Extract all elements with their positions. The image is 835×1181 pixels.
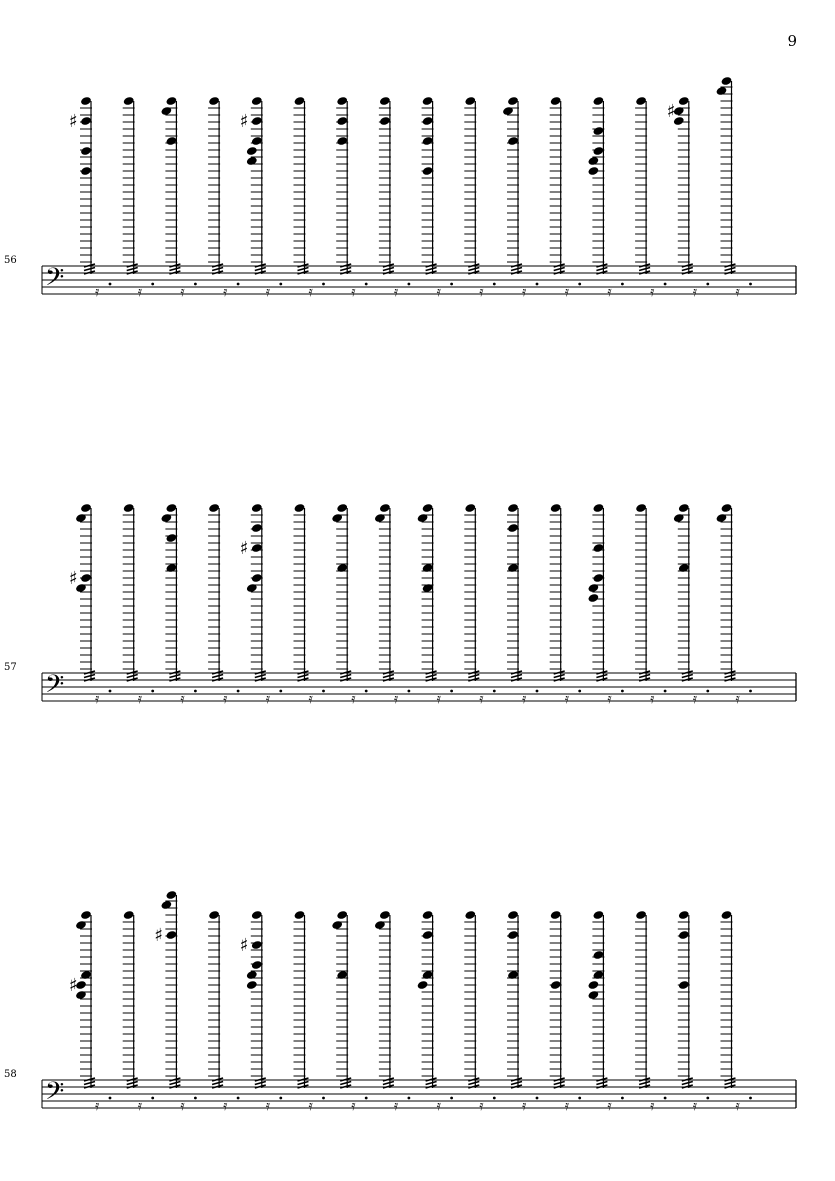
notehead — [678, 503, 690, 513]
sharp-accidental: ♯ — [69, 568, 78, 589]
notehead — [721, 910, 733, 920]
rest-dot — [109, 1097, 112, 1100]
notehead — [678, 980, 690, 990]
notehead — [80, 96, 92, 106]
rest-dot — [749, 690, 752, 693]
rest-dot — [450, 1097, 453, 1100]
sharp-accidental: ♯ — [239, 935, 249, 956]
notehead — [464, 96, 476, 106]
flag — [212, 675, 223, 678]
rest: 𝄿 — [95, 691, 100, 707]
notehead — [635, 910, 647, 920]
notehead — [246, 980, 258, 990]
rest: 𝄿 — [436, 284, 441, 300]
rest-dot — [279, 1097, 282, 1100]
rest-dot — [664, 690, 667, 693]
rest-dot — [408, 690, 411, 693]
flag — [725, 268, 736, 271]
rest-dot — [151, 690, 154, 693]
notehead — [550, 96, 562, 106]
flag — [383, 675, 394, 678]
rest-dot — [706, 283, 709, 286]
rest-dot — [365, 283, 368, 286]
rest-dot — [408, 1097, 411, 1100]
notehead — [592, 126, 604, 136]
rest-dot — [237, 283, 240, 286]
page-number: 9 — [787, 32, 797, 50]
flag — [682, 1082, 693, 1085]
rest: 𝄿 — [180, 284, 185, 300]
flag — [255, 268, 266, 271]
rest: 𝄿 — [351, 284, 356, 300]
rest-dot — [536, 283, 539, 286]
sharp-accidental: ♯ — [69, 111, 78, 132]
rest: 𝄿 — [436, 1098, 441, 1114]
flag — [682, 268, 693, 271]
notehead — [251, 136, 263, 146]
rest-dot — [194, 1097, 197, 1100]
notehead — [251, 940, 263, 950]
notehead — [422, 96, 434, 106]
notehead — [592, 503, 604, 513]
flag — [255, 675, 266, 678]
notehead — [550, 503, 562, 513]
notehead — [294, 910, 306, 920]
flag — [340, 1082, 351, 1085]
notehead — [587, 166, 599, 176]
rest-dot — [365, 1097, 368, 1100]
notehead — [587, 980, 599, 990]
flag — [298, 675, 309, 678]
notehead — [294, 96, 306, 106]
rest: 𝄿 — [692, 691, 698, 707]
rest-dot — [151, 283, 154, 286]
flag — [383, 268, 394, 271]
flag — [426, 268, 437, 271]
notehead — [251, 116, 263, 126]
rest-dot — [279, 690, 282, 693]
flag — [169, 1082, 180, 1085]
notehead — [592, 910, 604, 920]
rest-dot — [493, 1097, 496, 1100]
notehead — [635, 503, 647, 513]
rest: 𝄿 — [436, 691, 441, 707]
notehead — [251, 96, 263, 106]
rest-dot — [194, 283, 197, 286]
rest-dot — [578, 283, 581, 286]
rest: 𝄿 — [607, 284, 612, 300]
flag — [127, 675, 138, 678]
notehead — [592, 573, 604, 583]
rest-dot — [194, 690, 197, 693]
notehead — [165, 96, 177, 106]
flag — [596, 1082, 607, 1085]
notehead — [336, 136, 348, 146]
rest: 𝄿 — [650, 691, 655, 707]
notehead — [550, 910, 562, 920]
notehead — [507, 503, 519, 513]
sharp-accidental: ♯ — [239, 538, 249, 559]
rest: 𝄿 — [564, 1098, 569, 1114]
flag — [84, 1082, 95, 1085]
rest: 𝄿 — [650, 284, 655, 300]
rest-dot — [749, 1097, 752, 1100]
notehead — [251, 573, 263, 583]
flag — [298, 1082, 309, 1085]
rest: 𝄿 — [692, 1098, 698, 1114]
notehead — [165, 136, 177, 146]
rest: 𝄿 — [351, 1098, 356, 1114]
rest: 𝄿 — [351, 691, 356, 707]
notehead — [678, 930, 690, 940]
rest: 𝄿 — [308, 1098, 313, 1114]
notehead — [165, 930, 177, 940]
notehead — [123, 910, 135, 920]
flag — [725, 675, 736, 678]
notehead — [635, 96, 647, 106]
rest: 𝄿 — [308, 284, 313, 300]
flag — [255, 1082, 266, 1085]
rest: 𝄿 — [393, 1098, 399, 1114]
notehead — [246, 146, 258, 156]
notehead — [80, 116, 92, 126]
rest: 𝄿 — [735, 691, 740, 707]
flag — [468, 1082, 479, 1085]
notehead — [379, 503, 391, 513]
flag — [725, 1082, 736, 1085]
notehead — [592, 543, 604, 553]
flag — [84, 675, 95, 678]
rest-dot — [621, 1097, 624, 1100]
rest: 𝄿 — [137, 1098, 142, 1114]
notehead — [379, 116, 391, 126]
flag — [212, 1082, 223, 1085]
measure-number: 56 — [4, 255, 17, 266]
notehead — [507, 523, 519, 533]
notehead — [80, 573, 92, 583]
measure-number: 57 — [4, 662, 17, 673]
notehead — [721, 503, 733, 513]
rest-dot — [706, 1097, 709, 1100]
rest-dot — [578, 690, 581, 693]
rest: 𝄿 — [137, 284, 142, 300]
notehead — [550, 980, 562, 990]
rest-dot — [322, 283, 325, 286]
rest-dot — [664, 283, 667, 286]
notehead — [251, 503, 263, 513]
flag — [169, 268, 180, 271]
notehead — [678, 96, 690, 106]
bass-clef: 𝄢 — [45, 263, 65, 298]
rest: 𝄿 — [522, 1098, 527, 1114]
notehead — [208, 96, 220, 106]
rest: 𝄿 — [692, 284, 698, 300]
flag — [468, 268, 479, 271]
rest: 𝄿 — [265, 284, 271, 300]
rest: 𝄿 — [479, 284, 484, 300]
rest-dot — [365, 690, 368, 693]
notehead — [80, 503, 92, 513]
flag — [682, 675, 693, 678]
notehead — [507, 96, 519, 106]
rest-dot — [664, 1097, 667, 1100]
rest: 𝄿 — [735, 1098, 740, 1114]
rest: 𝄿 — [223, 1098, 228, 1114]
flag — [212, 268, 223, 271]
flag — [596, 268, 607, 271]
flag — [511, 1082, 522, 1085]
notehead — [208, 503, 220, 513]
flag — [340, 675, 351, 678]
flag — [340, 268, 351, 271]
rest-dot — [322, 690, 325, 693]
rest-dot — [279, 283, 282, 286]
notehead — [507, 136, 519, 146]
notehead — [294, 503, 306, 513]
rest-dot — [493, 283, 496, 286]
notehead — [592, 950, 604, 960]
bass-clef: 𝄢 — [45, 670, 65, 705]
rest-dot — [536, 690, 539, 693]
notehead — [80, 166, 92, 176]
notehead — [336, 116, 348, 126]
rest: 𝄿 — [180, 1098, 185, 1114]
rest: 𝄿 — [479, 1098, 484, 1114]
notehead — [464, 910, 476, 920]
flag — [511, 675, 522, 678]
rest-dot — [706, 690, 709, 693]
flag — [639, 268, 650, 271]
flag — [554, 268, 565, 271]
notehead — [507, 910, 519, 920]
notehead — [123, 503, 135, 513]
rest-dot — [408, 283, 411, 286]
notehead — [592, 146, 604, 156]
rest: 𝄿 — [137, 691, 142, 707]
notehead — [422, 910, 434, 920]
notehead — [422, 136, 434, 146]
rest-dot — [450, 690, 453, 693]
bass-clef: 𝄢 — [45, 1077, 65, 1112]
rest: 𝄿 — [265, 1098, 271, 1114]
notehead — [507, 930, 519, 940]
rest: 𝄿 — [650, 1098, 655, 1114]
rest: 𝄿 — [735, 284, 740, 300]
measure-number: 58 — [4, 1069, 17, 1080]
rest-dot — [578, 1097, 581, 1100]
flag — [426, 1082, 437, 1085]
notehead — [336, 96, 348, 106]
flag — [554, 1082, 565, 1085]
notehead — [379, 910, 391, 920]
notehead — [379, 96, 391, 106]
notehead — [165, 890, 177, 900]
notehead — [592, 96, 604, 106]
rest: 𝄿 — [393, 691, 399, 707]
notehead — [123, 96, 135, 106]
notehead — [422, 116, 434, 126]
sharp-accidental: ♯ — [69, 975, 78, 996]
rest-dot — [621, 690, 624, 693]
rest-dot — [621, 283, 624, 286]
rest: 𝄿 — [265, 691, 271, 707]
rest: 𝄿 — [180, 691, 185, 707]
rest: 𝄿 — [607, 691, 612, 707]
rest-dot — [109, 283, 112, 286]
sharp-accidental: ♯ — [239, 111, 249, 132]
notehead — [80, 910, 92, 920]
rest: 𝄿 — [95, 284, 100, 300]
rest: 𝄿 — [522, 284, 527, 300]
notehead — [678, 910, 690, 920]
flag — [84, 268, 95, 271]
notehead — [251, 523, 263, 533]
rest: 𝄿 — [607, 1098, 612, 1114]
notehead — [251, 543, 263, 553]
flag — [426, 675, 437, 678]
rest: 𝄿 — [522, 691, 527, 707]
flag — [639, 1082, 650, 1085]
rest-dot — [450, 283, 453, 286]
notehead — [165, 503, 177, 513]
notehead — [336, 910, 348, 920]
flag — [298, 268, 309, 271]
rest-dot — [237, 1097, 240, 1100]
flag — [639, 675, 650, 678]
rest: 𝄿 — [564, 691, 569, 707]
flag — [169, 675, 180, 678]
rest: 𝄿 — [95, 1098, 100, 1114]
notehead — [422, 503, 434, 513]
flag — [383, 1082, 394, 1085]
notehead — [721, 76, 733, 86]
notehead — [422, 166, 434, 176]
rest-dot — [151, 1097, 154, 1100]
notehead — [208, 910, 220, 920]
rest: 𝄿 — [564, 284, 569, 300]
notehead — [336, 503, 348, 513]
notehead — [417, 980, 429, 990]
rest-dot — [109, 690, 112, 693]
notehead — [80, 146, 92, 156]
rest: 𝄿 — [223, 691, 228, 707]
notehead — [165, 533, 177, 543]
flag — [511, 268, 522, 271]
rest: 𝄿 — [393, 284, 399, 300]
sharp-accidental: ♯ — [154, 925, 164, 946]
flag — [554, 675, 565, 678]
flag — [468, 675, 479, 678]
notehead — [422, 930, 434, 940]
rest: 𝄿 — [223, 284, 228, 300]
rest: 𝄿 — [308, 691, 313, 707]
sharp-accidental: ♯ — [666, 101, 676, 122]
rest-dot — [322, 1097, 325, 1100]
notehead — [587, 593, 599, 603]
rest-dot — [237, 690, 240, 693]
rest-dot — [749, 283, 752, 286]
notehead — [464, 503, 476, 513]
flag — [127, 1082, 138, 1085]
rest-dot — [536, 1097, 539, 1100]
rest: 𝄿 — [479, 691, 484, 707]
flag — [127, 268, 138, 271]
notehead — [251, 910, 263, 920]
rest-dot — [493, 690, 496, 693]
flag — [596, 675, 607, 678]
notehead — [251, 960, 263, 970]
